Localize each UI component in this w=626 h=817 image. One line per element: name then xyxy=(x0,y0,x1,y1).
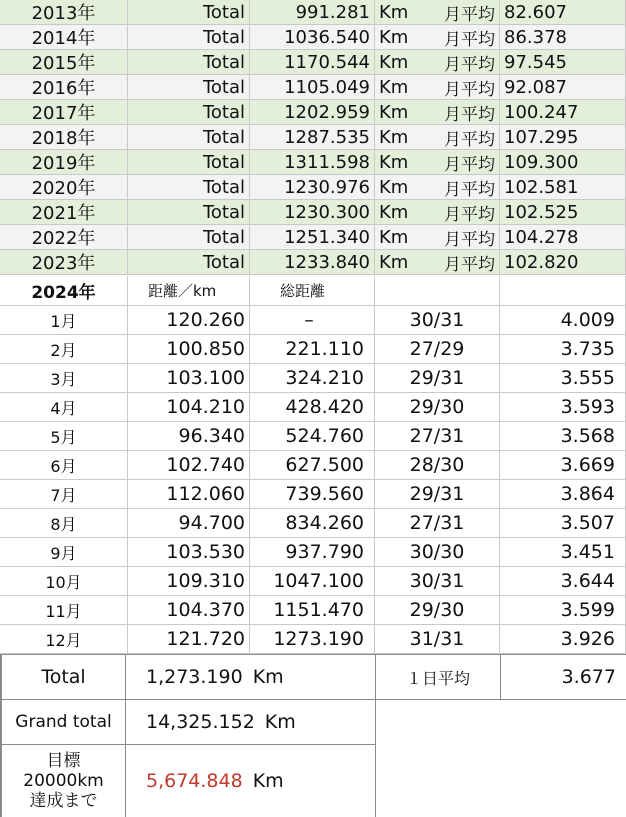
month-distance: 121.720 xyxy=(128,625,250,654)
month-daily-average: 4.009 xyxy=(500,306,626,335)
total-label: Total xyxy=(0,654,126,700)
monthly-average-label: 月平均 xyxy=(444,79,495,100)
grand-total-cell xyxy=(125,699,376,745)
current-year-label: 2024年 xyxy=(0,276,128,306)
month-distance: 94.700 xyxy=(128,509,250,538)
year-monthly-average: 92.087 xyxy=(500,75,626,100)
month-label: 10月 xyxy=(0,567,128,596)
goal-label xyxy=(0,744,126,817)
year-row xyxy=(0,200,626,225)
month-cumulative: 1273.190 xyxy=(250,625,375,654)
grand-total-value: 14,325.152 xyxy=(146,711,255,733)
month-row xyxy=(0,625,626,654)
month-days-run: 29/30 xyxy=(375,393,500,422)
month-distance: 96.340 xyxy=(128,422,250,451)
total-value-cell xyxy=(125,654,376,700)
month-days-run: 27/31 xyxy=(375,509,500,538)
month-days-run: 27/31 xyxy=(375,422,500,451)
month-distance: 104.210 xyxy=(128,393,250,422)
year-label: 2022年 xyxy=(0,225,128,250)
month-days-run: 31/31 xyxy=(375,625,500,654)
grand-total-label: Grand total xyxy=(0,699,126,745)
month-label: 6月 xyxy=(0,451,128,480)
month-cumulative: 1047.100 xyxy=(250,567,375,596)
total-value: 1,273.190 xyxy=(146,666,243,688)
year-total-label: Total xyxy=(128,200,250,225)
month-label: 3月 xyxy=(0,364,128,393)
year-unit-and-avg-label xyxy=(375,75,500,100)
year-distance: 1170.544 xyxy=(250,50,375,75)
year-row xyxy=(0,150,626,175)
month-cumulative: 937.790 xyxy=(250,538,375,567)
year-monthly-average: 102.581 xyxy=(500,175,626,200)
cumulative-column-header: 総距離 xyxy=(250,276,375,306)
goal-label-line-1: 目標 xyxy=(46,751,81,771)
year-label: 2018年 xyxy=(0,125,128,150)
year-distance: 991.281 xyxy=(250,0,375,25)
year-distance: 1233.840 xyxy=(250,250,375,275)
year-monthly-average: 102.525 xyxy=(500,200,626,225)
month-days-run: 30/31 xyxy=(375,567,500,596)
month-daily-average: 3.555 xyxy=(500,364,626,393)
year-distance: 1311.598 xyxy=(250,150,375,175)
year-total-label: Total xyxy=(128,250,250,275)
monthly-average-label: 月平均 xyxy=(444,129,495,150)
monthly-average-label: 月平均 xyxy=(444,204,495,225)
month-distance: 112.060 xyxy=(128,480,250,509)
year-unit-and-avg-label xyxy=(375,25,500,50)
monthly-average-label: 月平均 xyxy=(444,54,495,75)
month-row xyxy=(0,364,626,393)
month-row xyxy=(0,538,626,567)
month-days-run: 30/30 xyxy=(375,538,500,567)
year-row xyxy=(0,175,626,200)
days-column-header xyxy=(375,276,500,306)
year-total-label: Total xyxy=(128,75,250,100)
month-daily-average: 3.568 xyxy=(500,422,626,451)
month-distance: 109.310 xyxy=(128,567,250,596)
year-unit: Km xyxy=(379,51,409,73)
year-unit-and-avg-label xyxy=(375,250,500,275)
monthly-average-label: 月平均 xyxy=(444,229,495,250)
year-distance: 1230.976 xyxy=(250,175,375,200)
month-row xyxy=(0,335,626,364)
year-unit-and-avg-label xyxy=(375,175,500,200)
month-row xyxy=(0,567,626,596)
goal-remaining-unit: Km xyxy=(252,770,284,792)
monthly-average-label: 月平均 xyxy=(444,154,495,175)
year-unit: Km xyxy=(379,151,409,173)
month-cumulative: 627.500 xyxy=(250,451,375,480)
year-monthly-average: 104.278 xyxy=(500,225,626,250)
total-unit: Km xyxy=(252,666,284,688)
year-row xyxy=(0,125,626,150)
year-unit: Km xyxy=(379,1,409,23)
year-total-label: Total xyxy=(128,25,250,50)
year-distance: 1105.049 xyxy=(250,75,375,100)
avg-column-header xyxy=(500,276,626,306)
year-monthly-average: 102.820 xyxy=(500,250,626,275)
year-label: 2020年 xyxy=(0,175,128,200)
month-distance: 104.370 xyxy=(128,596,250,625)
month-cumulative: 428.420 xyxy=(250,393,375,422)
month-label: 7月 xyxy=(0,480,128,509)
year-distance: 1036.540 xyxy=(250,25,375,50)
year-row xyxy=(0,0,626,25)
year-monthly-average: 97.545 xyxy=(500,50,626,75)
month-daily-average: 3.644 xyxy=(500,567,626,596)
year-row xyxy=(0,25,626,50)
month-cumulative: 1151.470 xyxy=(250,596,375,625)
month-days-run: 28/30 xyxy=(375,451,500,480)
year-row xyxy=(0,75,626,100)
year-label: 2014年 xyxy=(0,25,128,50)
month-cumulative: 524.760 xyxy=(250,422,375,451)
month-row xyxy=(0,422,626,451)
year-row xyxy=(0,250,626,275)
year-unit-and-avg-label xyxy=(375,150,500,175)
year-total-label: Total xyxy=(128,50,250,75)
goal-remaining-cell xyxy=(125,744,376,817)
month-cumulative: 834.260 xyxy=(250,509,375,538)
month-label: 9月 xyxy=(0,538,128,567)
month-days-run: 29/31 xyxy=(375,364,500,393)
month-daily-average: 3.864 xyxy=(500,480,626,509)
month-daily-average: 3.735 xyxy=(500,335,626,364)
month-daily-average: 3.669 xyxy=(500,451,626,480)
current-year-header xyxy=(0,276,626,306)
month-distance: 103.100 xyxy=(128,364,250,393)
month-distance: 103.530 xyxy=(128,538,250,567)
month-days-run: 29/30 xyxy=(375,596,500,625)
year-total-label: Total xyxy=(128,0,250,25)
month-label: 11月 xyxy=(0,596,128,625)
month-label: 2月 xyxy=(0,335,128,364)
year-monthly-average: 107.295 xyxy=(500,125,626,150)
month-label: 1月 xyxy=(0,306,128,335)
year-total-label: Total xyxy=(128,175,250,200)
month-daily-average: 3.451 xyxy=(500,538,626,567)
year-unit: Km xyxy=(379,26,409,48)
month-label: 5月 xyxy=(0,422,128,451)
year-unit: Km xyxy=(379,201,409,223)
year-unit: Km xyxy=(379,176,409,198)
monthly-average-label: 月平均 xyxy=(444,104,495,125)
year-row xyxy=(0,100,626,125)
year-label: 2017年 xyxy=(0,100,128,125)
year-unit-and-avg-label xyxy=(375,100,500,125)
year-unit-and-avg-label xyxy=(375,225,500,250)
year-unit-and-avg-label xyxy=(375,125,500,150)
month-daily-average: 3.507 xyxy=(500,509,626,538)
year-distance: 1287.535 xyxy=(250,125,375,150)
year-distance: 1202.959 xyxy=(250,100,375,125)
month-daily-average: 3.926 xyxy=(500,625,626,654)
goal-label-line-3: 達成まで xyxy=(29,791,98,811)
year-distance: 1230.300 xyxy=(250,200,375,225)
year-label: 2019年 xyxy=(0,150,128,175)
month-days-run: 29/31 xyxy=(375,480,500,509)
monthly-average-label: 月平均 xyxy=(444,4,495,25)
year-total-label: Total xyxy=(128,225,250,250)
year-monthly-average: 100.247 xyxy=(500,100,626,125)
year-unit: Km xyxy=(379,226,409,248)
goal-label-line-2: 20000km xyxy=(23,771,104,791)
month-cumulative: 739.560 xyxy=(250,480,375,509)
year-total-label: Total xyxy=(128,150,250,175)
month-cumulative: – xyxy=(250,306,375,335)
monthly-average-label: 月平均 xyxy=(444,29,495,50)
distance-column-header: 距離／km xyxy=(128,276,250,306)
year-row xyxy=(0,225,626,250)
month-label: 4月 xyxy=(0,393,128,422)
year-total-label: Total xyxy=(128,100,250,125)
grand-total-unit: Km xyxy=(264,711,296,733)
month-row xyxy=(0,451,626,480)
month-days-run: 27/29 xyxy=(375,335,500,364)
month-row xyxy=(0,306,626,335)
month-daily-average: 3.593 xyxy=(500,393,626,422)
year-unit: Km xyxy=(379,126,409,148)
year-unit-and-avg-label xyxy=(375,50,500,75)
monthly-average-label: 月平均 xyxy=(444,254,495,275)
month-row xyxy=(0,480,626,509)
month-distance: 102.740 xyxy=(128,451,250,480)
year-label: 2021年 xyxy=(0,200,128,225)
month-cumulative: 221.110 xyxy=(250,335,375,364)
month-days-run: 30/31 xyxy=(375,306,500,335)
year-label: 2013年 xyxy=(0,0,128,25)
year-monthly-average: 109.300 xyxy=(500,150,626,175)
month-label: 12月 xyxy=(0,625,128,654)
year-unit: Km xyxy=(379,76,409,98)
year-unit: Km xyxy=(379,101,409,123)
year-monthly-average: 86.378 xyxy=(500,25,626,50)
year-label: 2023年 xyxy=(0,250,128,275)
month-row xyxy=(0,393,626,422)
daily-avg-label: １日平均 xyxy=(375,654,501,700)
month-daily-average: 3.599 xyxy=(500,596,626,625)
year-total-label: Total xyxy=(128,125,250,150)
month-cumulative: 324.210 xyxy=(250,364,375,393)
daily-avg-value: 3.677 xyxy=(500,654,626,700)
month-row xyxy=(0,596,626,625)
year-unit-and-avg-label xyxy=(375,0,500,25)
year-distance: 1251.340 xyxy=(250,225,375,250)
year-label: 2015年 xyxy=(0,50,128,75)
year-monthly-average: 82.607 xyxy=(500,0,626,25)
monthly-average-label: 月平均 xyxy=(444,179,495,200)
month-row xyxy=(0,509,626,538)
month-distance: 120.260 xyxy=(128,306,250,335)
year-unit-and-avg-label xyxy=(375,200,500,225)
year-label: 2016年 xyxy=(0,75,128,100)
month-label: 8月 xyxy=(0,509,128,538)
year-unit: Km xyxy=(379,251,409,273)
goal-remaining-value: 5,674.848 xyxy=(146,770,243,792)
month-distance: 100.850 xyxy=(128,335,250,364)
year-row xyxy=(0,50,626,75)
